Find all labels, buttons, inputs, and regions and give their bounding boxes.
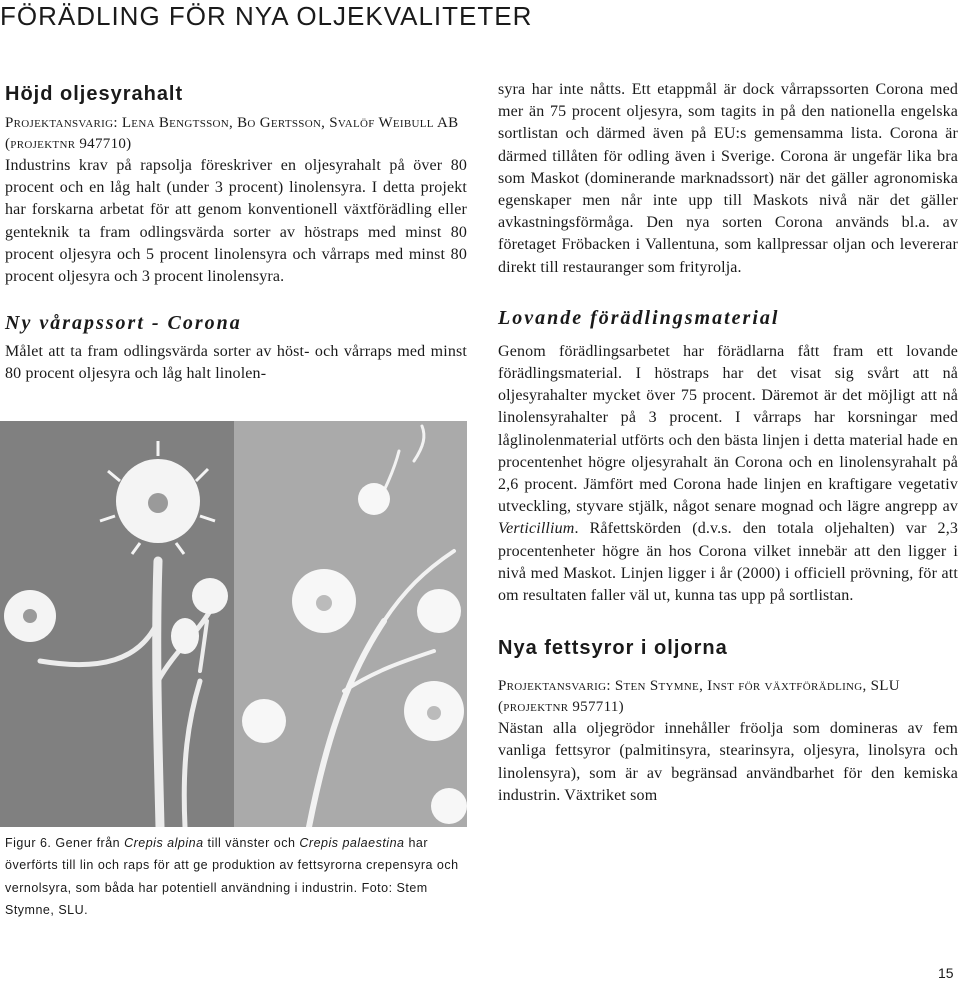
section-body-corona-start: Målet att ta fram odlingsvärda sorter av höst- och vårraps med minst 80 procent oljesyra och låg halt linolen- [5, 343, 467, 383]
caption-suffix: har överförts till lin och raps för att ge produktion av fettsyrorna crepensyra och vernolsyra, som båda har potentiell användning i industrin. Foto: Stem Stymne, SLU. [5, 836, 459, 917]
section-heading-forädlingsmaterial: Lovande förädlingsmaterial [498, 306, 780, 329]
crepis-alpina-photo [0, 421, 234, 827]
section-heading-fettsyror: Nya fettsyror i oljorna [498, 637, 728, 660]
section-heading-oljesyrahalt: Höjd oljesyrahalt [5, 83, 184, 105]
page-number: 15 [938, 965, 954, 981]
section-body-corona-continued: syra har inte nåtts. Ett etappmål är dock vårrapssorten Corona med mer än 75 procent oljesyra, som tagits in på den nationella engelska sortlistan och därmed även på EU:s gemensamma lista. Corona är därmed tillåten för odling även i Sverige. Corona är ungefär lika bra som Maskot (dominerande marknadssort) när det gäller agronomiska egenskaper men når inte upp till Maskots nivå när det gäller avkastningsförmåga. Den nya sorten Corona används bl.a. av företaget Fröbacken i Vallentuna, som kallpressar oljan och levererar direkt till restauranger som frityrolja. [498, 81, 958, 276]
section-heading-corona: Ny vårapssort - Corona [5, 312, 242, 335]
caption-mid: till vänster och [203, 836, 300, 850]
caption-prefix: Figur 6. Gener från [5, 836, 125, 850]
left-column [5, 76, 467, 386]
page-title: FÖRÄDLING FÖR NYA OLJEKVALITETER [0, 1, 533, 31]
body-text-part2: . Råfettskörden (d.v.s. den totala oljehalten) var 2,3 procentenheter högre än hos Corona vilket innebär att den ligger i nivå med Maskot. Linjen ligger i år (2000) i officiell prövning, för att om resultaten faller väl ut, kunna tas upp på sortlistan. [498, 520, 958, 605]
crepis-palaestina-photo [234, 421, 467, 827]
species-crepis-alpina: Crepis alpina [124, 836, 204, 850]
section-body-forädlingsmaterial [498, 341, 958, 607]
body-text-part1: Genom förädlingsarbetet har förädlarna fått fram ett lovande förädlingsmaterial. I höstraps har det visat sig svårt att nå oljesyrahalter mycket över 75 procent. Däremot är det möjligt att nå linolensyrahalter på 3 procent. I vårraps har korsningar med låglinolenmaterial utförts och den bästa linjen i detta material hade en procentenhet högre oljesyrahalt än Corona och en linolensyrahalt på 2,6 procent. Jämfört med Corona hade linjen en kraftigare vegetativ utveckling, styvare stjälk, något senare mognad och lägre angrepp av [498, 342, 958, 516]
verticillium-term: Verticillium [498, 520, 575, 538]
figure-photo [0, 421, 467, 827]
section-body-fettsyror: Nästan alla oljegrödor innehåller fröolja som domineras av fem vanliga fettsyror (palmitinsyra, stearinsyra, oljesyra, linolsyra och linolensyra), som är av begränsad användbarhet för den kemiska industrin. Växtriket som [498, 720, 958, 804]
species-crepis-palaestina: Crepis palaestina [299, 836, 405, 850]
section-body-oljesyrahalt: Industrins krav på rapsolja föreskriver en oljesyrahalt på över 80 procent och en låg halt (under 3 procent) linolensyra. I detta projekt har forskarna arbetat för att genom konventionell växtförädling eller genteknik ta fram odlingsvärda sorter av höstraps med minst 80 procent oljesyra och 5 procent linolensyra och vårraps med minst 80 procent oljesyra och 3 procent linolensyra. [5, 157, 467, 286]
project-byline-fettsyror: Projektansvarig: Sten Stymne, Inst för växtförädling, SLU (projektnr 957711) [498, 678, 900, 716]
right-column [498, 76, 958, 807]
project-byline: Projektansvarig: Lena Bengtsson, Bo Gertsson, Svalöf Weibull AB (projektnr 947710) [5, 115, 459, 152]
figure-caption [5, 832, 467, 921]
